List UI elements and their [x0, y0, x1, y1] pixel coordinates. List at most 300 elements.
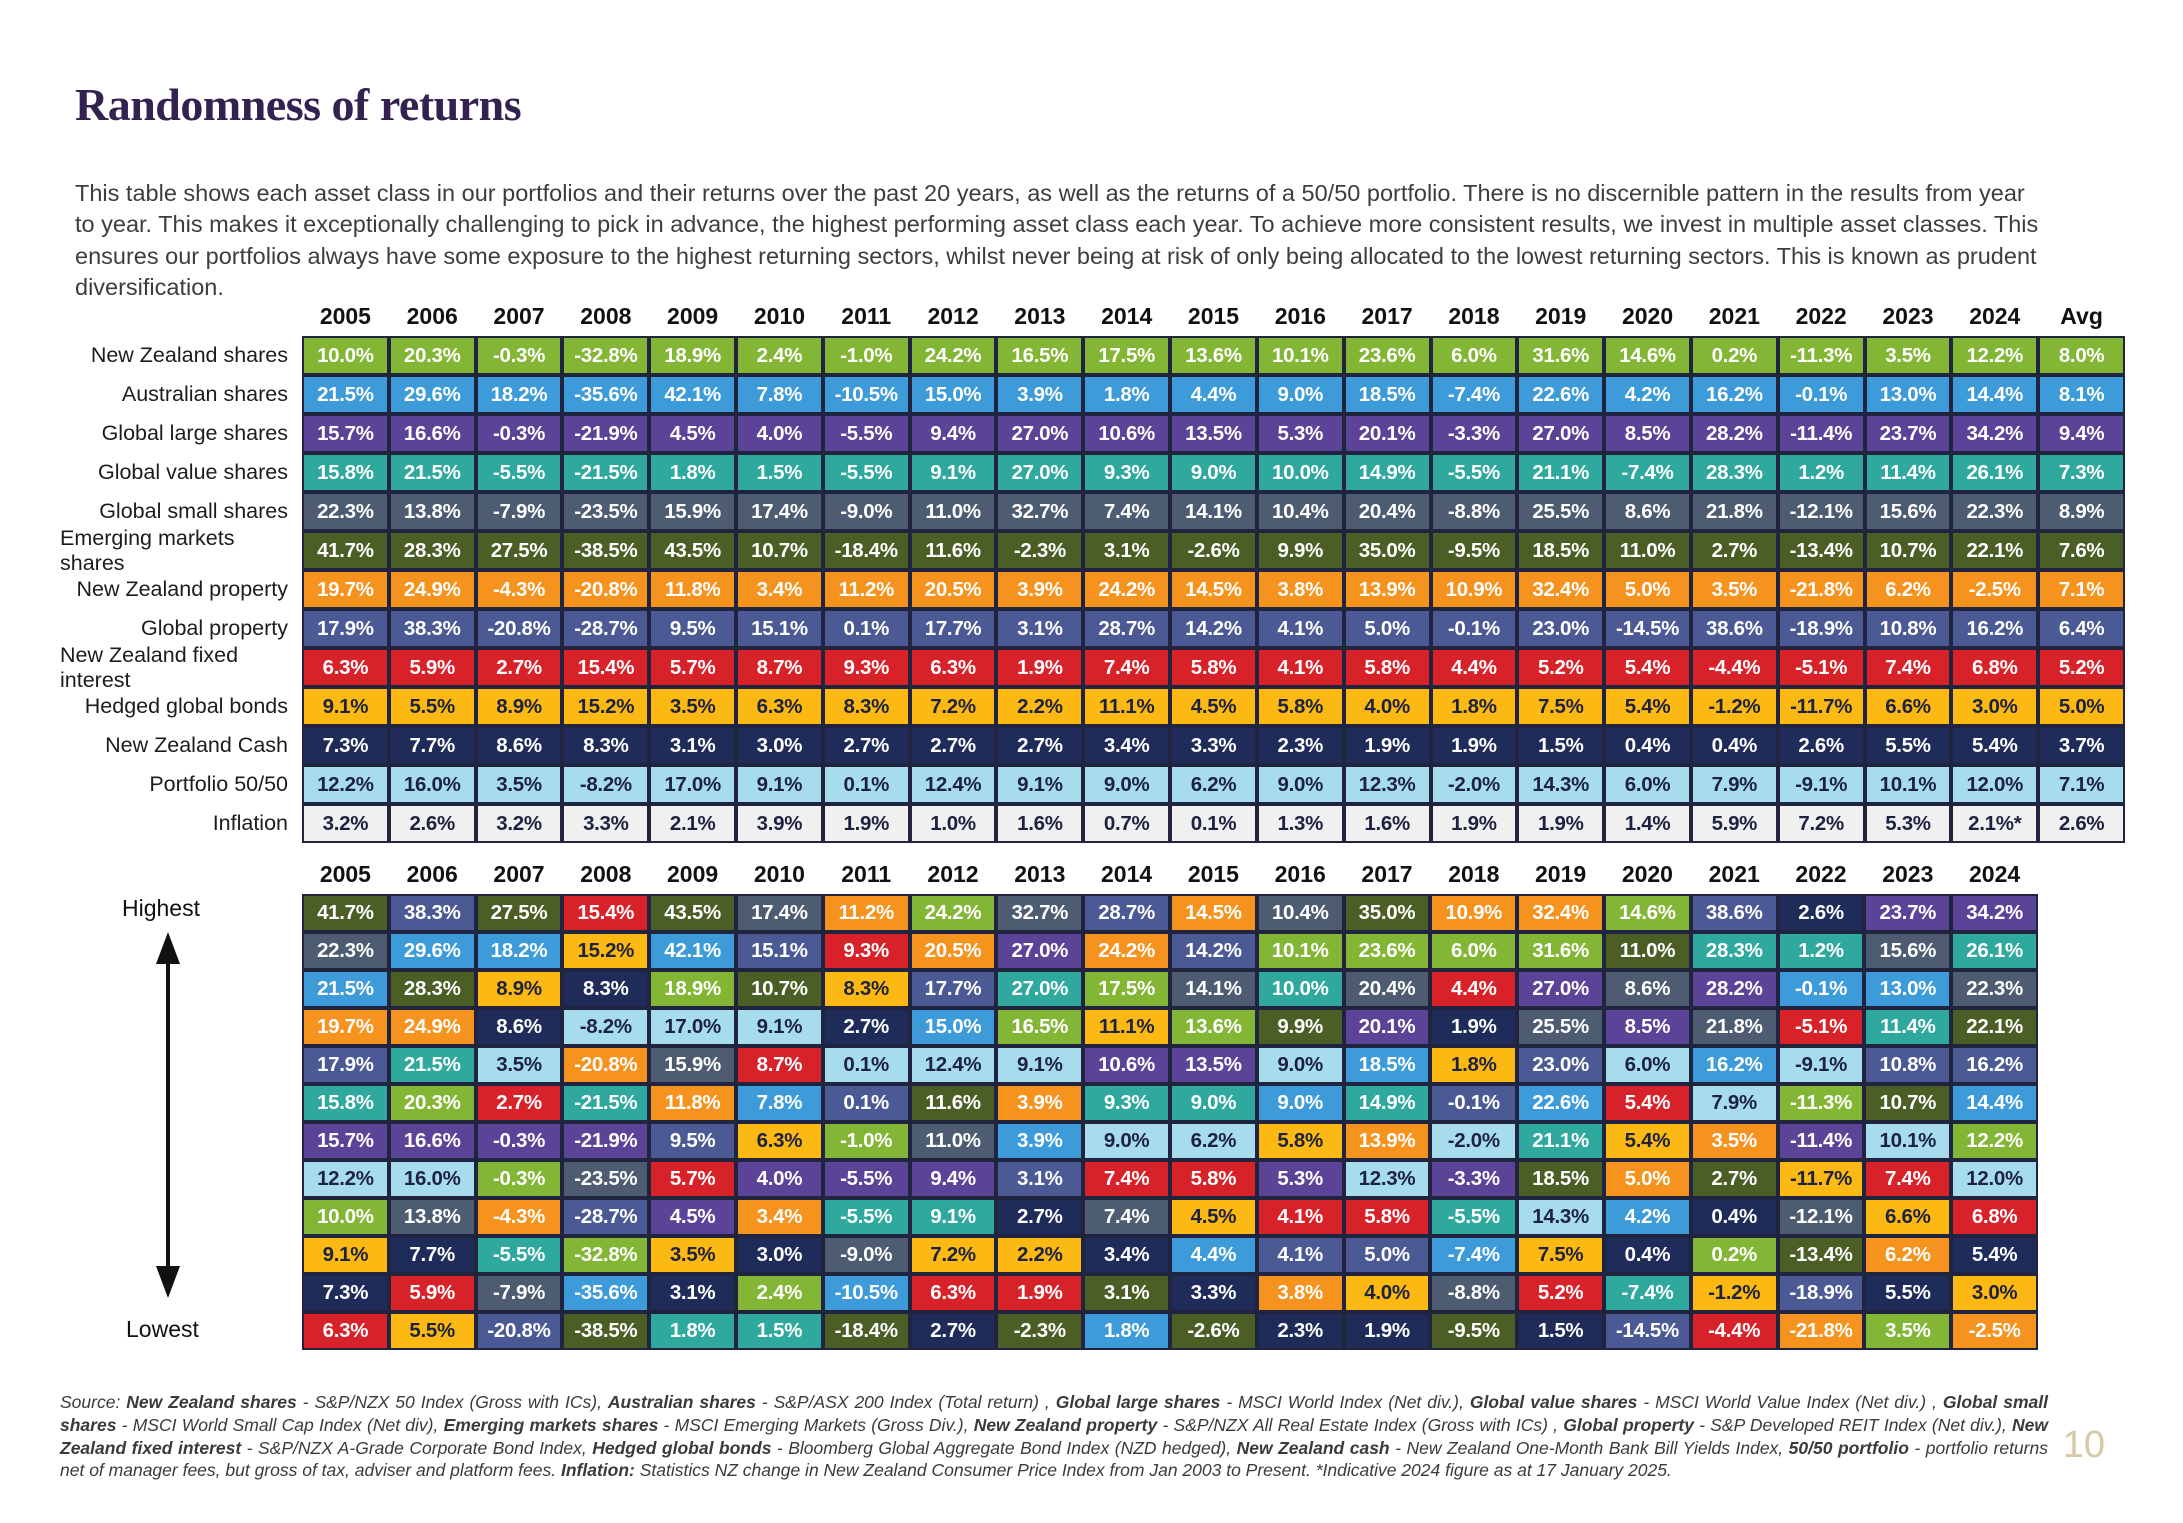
- return-cell: 5.8%: [1257, 687, 1344, 726]
- return-cell: 7.2%: [910, 687, 997, 726]
- ranked-cell: 5.5%: [1864, 1274, 1951, 1312]
- return-cell: 9.0%: [1170, 453, 1257, 492]
- return-cell: -21.5%: [562, 453, 649, 492]
- return-cell: 1.0%: [910, 804, 997, 843]
- return-cell: 4.4%: [1170, 375, 1257, 414]
- return-cell: -9.0%: [823, 492, 910, 531]
- return-cell: 3.2%: [302, 804, 389, 843]
- ranked-cell: -21.9%: [562, 1122, 649, 1160]
- ranked-cell: 10.9%: [1430, 894, 1517, 932]
- ranked-cell: -38.5%: [562, 1312, 649, 1350]
- ranked-cell: 8.7%: [736, 1046, 823, 1084]
- ranked-cell: 1.9%: [996, 1274, 1083, 1312]
- ranked-cell: 3.4%: [736, 1198, 823, 1236]
- ranked-cell: 6.0%: [1604, 1046, 1691, 1084]
- return-cell: 3.3%: [562, 804, 649, 843]
- ranked-cell: 0.4%: [1604, 1236, 1691, 1274]
- ranked-cell: 3.8%: [1257, 1274, 1344, 1312]
- ranked-cell: -13.4%: [1778, 1236, 1865, 1274]
- ranked-cell: -11.3%: [1778, 1084, 1865, 1122]
- return-cell: 16.2%: [1951, 609, 2038, 648]
- ranked-cell: -5.1%: [1778, 1008, 1865, 1046]
- return-cell: 1.9%: [823, 804, 910, 843]
- ranked-cell: 9.1%: [302, 1236, 389, 1274]
- return-cell: -0.3%: [476, 336, 563, 375]
- return-cell: 5.4%: [1604, 648, 1691, 687]
- ranked-cell: 12.2%: [302, 1160, 389, 1198]
- return-cell: 2.1%*: [1951, 804, 2038, 843]
- footnote-text: Statistics NZ change in New Zealand Consumer Price Index from Jan 2003 to Present. *Indicative 2024 figure as at 17 January 2025.: [634, 1460, 1672, 1481]
- year-header: 2011: [841, 303, 892, 329]
- ranked-cell: 10.7%: [736, 970, 823, 1008]
- footnote-text: - MSCI World Index (Net div.),: [1220, 1392, 1470, 1412]
- return-cell: 9.3%: [823, 648, 910, 687]
- return-cell: 15.8%: [302, 453, 389, 492]
- ranked-cell: 27.0%: [1517, 970, 1604, 1008]
- ranked-cell: 9.0%: [1170, 1084, 1257, 1122]
- return-cell: 3.0%: [736, 726, 823, 765]
- return-cell: 7.2%: [1778, 804, 1865, 843]
- return-cell: 22.3%: [302, 492, 389, 531]
- ranked-cell: 7.2%: [910, 1236, 997, 1274]
- return-cell: 12.2%: [1951, 336, 2038, 375]
- ranked-cell: -10.5%: [823, 1274, 910, 1312]
- return-cell: 4.0%: [736, 414, 823, 453]
- ranked-cell: 15.1%: [736, 932, 823, 970]
- return-cell: -20.8%: [562, 570, 649, 609]
- ranked-cell: -9.0%: [823, 1236, 910, 1274]
- ranked-cell: 5.4%: [1604, 1122, 1691, 1160]
- ranked-cell: -4.3%: [476, 1198, 563, 1236]
- ranked-cell: 7.4%: [1083, 1198, 1170, 1236]
- ranked-cell: 5.5%: [389, 1312, 476, 1350]
- return-cell: 7.1%: [2038, 765, 2125, 804]
- ranked-cell: 11.6%: [910, 1084, 997, 1122]
- ranked-cell: 0.4%: [1691, 1198, 1778, 1236]
- return-cell: 9.3%: [1083, 453, 1170, 492]
- return-cell: 14.5%: [1170, 570, 1257, 609]
- ranked-cell: 7.3%: [302, 1274, 389, 1312]
- return-cell: 6.3%: [302, 648, 389, 687]
- footnote-text: - S&P/NZX All Real Estate Index (Gross with ICs) ,: [1157, 1414, 1564, 1435]
- return-cell: 5.2%: [1517, 648, 1604, 687]
- return-cell: 13.8%: [389, 492, 476, 531]
- ranked-cell: 5.8%: [1257, 1122, 1344, 1160]
- return-cell: 3.4%: [736, 570, 823, 609]
- asset-row-label: Portfolio 50/50: [149, 772, 288, 796]
- footnote-text: - MSCI Emerging Markets (Gross Div.),: [658, 1414, 974, 1435]
- return-cell: 5.0%: [1604, 570, 1691, 609]
- return-cell: 11.8%: [649, 570, 736, 609]
- return-cell: 9.1%: [736, 765, 823, 804]
- return-cell: 2.7%: [823, 726, 910, 765]
- year-header: 2010: [753, 303, 806, 329]
- footnote-text: - Bloomberg Global Aggregate Bond Index (NZD hedged),: [771, 1437, 1237, 1458]
- return-cell: 8.9%: [2038, 492, 2125, 531]
- return-cell: 13.6%: [1170, 336, 1257, 375]
- return-cell: 2.4%: [736, 336, 823, 375]
- return-cell: 15.1%: [736, 609, 823, 648]
- return-cell: -11.4%: [1778, 414, 1865, 453]
- return-cell: -4.4%: [1691, 648, 1778, 687]
- return-cell: 3.9%: [996, 570, 1083, 609]
- return-cell: 17.7%: [910, 609, 997, 648]
- return-cell: 10.7%: [1865, 531, 1952, 570]
- year-header: 2021: [1708, 861, 1760, 887]
- footnote-asset-name: Emerging markets shares: [443, 1414, 659, 1435]
- ranked-cell: 11.2%: [823, 894, 910, 932]
- year-header: 2022: [1795, 303, 1847, 329]
- return-cell: 6.4%: [2038, 609, 2125, 648]
- ranked-cell: 8.6%: [476, 1008, 563, 1046]
- ranked-cell: 1.5%: [1517, 1312, 1604, 1350]
- asset-row-label: New Zealand property: [76, 577, 288, 601]
- ranked-cell: 16.0%: [389, 1160, 476, 1198]
- highest-label: Highest: [122, 895, 200, 921]
- ranked-cell: 1.9%: [1430, 1008, 1517, 1046]
- return-cell: 2.2%: [996, 687, 1083, 726]
- ranked-cell: 3.4%: [1083, 1236, 1170, 1274]
- ranked-cell: 38.3%: [389, 894, 476, 932]
- year-header: 2022: [1795, 861, 1847, 887]
- ranked-cell: 9.0%: [1083, 1122, 1170, 1160]
- return-cell: 2.7%: [910, 726, 997, 765]
- return-cell: 14.3%: [1517, 765, 1604, 804]
- ranked-cell: -7.4%: [1604, 1274, 1691, 1312]
- ranked-cell: 5.8%: [1344, 1198, 1431, 1236]
- year-header: 2009: [667, 861, 719, 887]
- return-cell: 2.7%: [1691, 531, 1778, 570]
- return-cell: 6.2%: [1170, 765, 1257, 804]
- ranked-cell: 43.5%: [649, 894, 736, 932]
- ranked-cell: 22.6%: [1517, 1084, 1604, 1122]
- returns-by-asset-table: [60, 297, 2125, 843]
- ranked-cell: 8.6%: [1604, 970, 1691, 1008]
- return-cell: 10.7%: [736, 531, 823, 570]
- ranked-cell: 0.1%: [823, 1046, 910, 1084]
- year-header: 2008: [580, 861, 632, 887]
- return-cell: 0.1%: [1170, 804, 1257, 843]
- ranked-cell: 5.3%: [1257, 1160, 1344, 1198]
- return-cell: 28.2%: [1691, 414, 1778, 453]
- return-cell: -21.8%: [1778, 570, 1865, 609]
- ranked-cell: 13.6%: [1170, 1008, 1257, 1046]
- return-cell: 9.9%: [1257, 531, 1344, 570]
- ranked-cell: 12.2%: [1951, 1122, 2038, 1160]
- return-cell: 2.6%: [2038, 804, 2125, 843]
- return-cell: -14.5%: [1604, 609, 1691, 648]
- ranked-cell: 4.5%: [649, 1198, 736, 1236]
- ranked-cell: 12.3%: [1344, 1160, 1431, 1198]
- ranked-cell: 23.0%: [1517, 1046, 1604, 1084]
- return-cell: -1.0%: [823, 336, 910, 375]
- year-header: 2016: [1274, 303, 1326, 329]
- footnote-asset-name: Global large shares: [1055, 1392, 1221, 1412]
- ranked-cell: 9.1%: [910, 1198, 997, 1236]
- year-header: 2019: [1535, 861, 1587, 887]
- ranked-cell: 5.0%: [1344, 1236, 1431, 1274]
- return-cell: 21.1%: [1517, 453, 1604, 492]
- ranked-cell: 17.5%: [1083, 970, 1170, 1008]
- ranked-cell: 3.3%: [1170, 1274, 1257, 1312]
- footnote-asset-name: New Zealand fixed interest: [60, 1414, 2049, 1458]
- return-cell: 28.3%: [389, 531, 476, 570]
- return-cell: 16.5%: [996, 336, 1083, 375]
- return-cell: 32.7%: [996, 492, 1083, 531]
- return-cell: 11.1%: [1083, 687, 1170, 726]
- return-cell: 3.4%: [1083, 726, 1170, 765]
- return-cell: 11.4%: [1865, 453, 1952, 492]
- range-arrow-icon: [150, 930, 186, 1300]
- ranked-cell: 34.2%: [1951, 894, 2038, 932]
- return-cell: 20.3%: [389, 336, 476, 375]
- return-cell: 23.0%: [1517, 609, 1604, 648]
- return-cell: 34.2%: [1951, 414, 2038, 453]
- year-header: 2015: [1187, 861, 1239, 887]
- return-cell: 4.0%: [1344, 687, 1431, 726]
- return-cell: 38.3%: [389, 609, 476, 648]
- ranked-cell: 7.4%: [1083, 1160, 1170, 1198]
- year-header: 2020: [1621, 861, 1673, 887]
- ranked-cell: 13.5%: [1170, 1046, 1257, 1084]
- return-cell: 6.2%: [1865, 570, 1952, 609]
- year-header: 2023: [1882, 861, 1934, 887]
- return-cell: 1.9%: [996, 648, 1083, 687]
- return-cell: 3.5%: [476, 765, 563, 804]
- return-cell: 1.9%: [1431, 804, 1518, 843]
- return-cell: 8.7%: [736, 648, 823, 687]
- return-cell: 9.1%: [910, 453, 997, 492]
- return-cell: 2.3%: [1257, 726, 1344, 765]
- return-cell: 4.4%: [1431, 648, 1518, 687]
- return-cell: -10.5%: [823, 375, 910, 414]
- return-cell: -11.7%: [1778, 687, 1865, 726]
- ranked-cell: 2.2%: [996, 1236, 1083, 1274]
- ranked-cell: 3.0%: [1951, 1274, 2038, 1312]
- return-cell: 1.5%: [1517, 726, 1604, 765]
- asset-row-label: Inflation: [212, 811, 288, 835]
- ranked-cell: 11.8%: [649, 1084, 736, 1122]
- ranked-cell: 22.3%: [1951, 970, 2038, 1008]
- ranked-cell: 5.8%: [1170, 1160, 1257, 1198]
- ranked-cell: -2.3%: [996, 1312, 1083, 1350]
- return-cell: 9.5%: [649, 609, 736, 648]
- return-cell: 27.5%: [476, 531, 563, 570]
- ranked-cell: 24.2%: [910, 894, 997, 932]
- ranked-cell: 3.9%: [996, 1122, 1083, 1160]
- return-cell: 0.2%: [1691, 336, 1778, 375]
- return-cell: 10.1%: [1865, 765, 1952, 804]
- return-cell: 14.1%: [1170, 492, 1257, 531]
- return-cell: 14.2%: [1170, 609, 1257, 648]
- ranked-cell: 5.7%: [649, 1160, 736, 1198]
- return-cell: 27.0%: [1517, 414, 1604, 453]
- return-cell: 2.1%: [649, 804, 736, 843]
- year-header: 2007: [493, 303, 545, 329]
- ranked-cell: 3.1%: [996, 1160, 1083, 1198]
- return-cell: 9.0%: [1257, 765, 1344, 804]
- ranked-cell: 26.1%: [1951, 932, 2038, 970]
- year-header: 2006: [406, 861, 458, 887]
- return-cell: 14.9%: [1344, 453, 1431, 492]
- footnote-asset-name: New Zealand property: [973, 1414, 1158, 1435]
- ranked-cell: 21.1%: [1517, 1122, 1604, 1160]
- year-header: 2006: [406, 303, 458, 329]
- ranked-cell: 15.0%: [910, 1008, 997, 1046]
- ranked-cell: 14.9%: [1344, 1084, 1431, 1122]
- return-cell: 11.0%: [1604, 531, 1691, 570]
- ranked-cell: -8.2%: [562, 1008, 649, 1046]
- year-header: 2016: [1274, 861, 1326, 887]
- ranked-cell: 1.9%: [1344, 1312, 1431, 1350]
- year-header: 2017: [1361, 861, 1413, 887]
- return-cell: -0.1%: [1778, 375, 1865, 414]
- ranked-cell: 9.5%: [649, 1122, 736, 1160]
- return-cell: 6.0%: [1604, 765, 1691, 804]
- return-cell: 3.8%: [1257, 570, 1344, 609]
- ranked-cell: 9.0%: [1257, 1046, 1344, 1084]
- footnote-asset-name: 50/50 portfolio: [1788, 1437, 1909, 1458]
- ranked-cell: -20.8%: [476, 1312, 563, 1350]
- ranked-cell: 9.3%: [823, 932, 910, 970]
- return-cell: 5.8%: [1344, 648, 1431, 687]
- ranked-cell: 16.2%: [1951, 1046, 2038, 1084]
- year-header: 2014: [1101, 303, 1153, 329]
- footnote-text: - New Zealand One-Month Bank Bill Yields Index,: [1389, 1437, 1789, 1458]
- return-cell: 11.6%: [910, 531, 997, 570]
- return-cell: 0.7%: [1083, 804, 1170, 843]
- return-cell: 43.5%: [649, 531, 736, 570]
- ranked-cell: 8.3%: [823, 970, 910, 1008]
- ranked-cell: -4.4%: [1691, 1312, 1778, 1350]
- ranked-cell: -1.0%: [823, 1122, 910, 1160]
- return-cell: 8.9%: [476, 687, 563, 726]
- ranked-cell: 20.3%: [389, 1084, 476, 1122]
- asset-row-label: Global small shares: [99, 499, 288, 523]
- ranked-cell: 28.2%: [1691, 970, 1778, 1008]
- return-cell: 7.8%: [736, 375, 823, 414]
- return-cell: 20.4%: [1344, 492, 1431, 531]
- return-cell: 8.3%: [562, 726, 649, 765]
- return-cell: 10.0%: [1257, 453, 1344, 492]
- return-cell: 8.6%: [476, 726, 563, 765]
- return-cell: 16.6%: [389, 414, 476, 453]
- return-cell: 18.9%: [649, 336, 736, 375]
- return-cell: 8.0%: [2038, 336, 2125, 375]
- asset-row-label: Emerging markets shares: [60, 525, 235, 575]
- return-cell: 5.0%: [1344, 609, 1431, 648]
- ranked-cell: -2.0%: [1430, 1122, 1517, 1160]
- ranked-cell: 13.8%: [389, 1198, 476, 1236]
- ranked-cell: 13.9%: [1344, 1122, 1431, 1160]
- ranked-cell: 9.0%: [1257, 1084, 1344, 1122]
- ranked-cell: 5.0%: [1604, 1160, 1691, 1198]
- ranked-cell: 20.4%: [1344, 970, 1431, 1008]
- return-cell: 8.6%: [1604, 492, 1691, 531]
- ranked-cell: 1.8%: [1083, 1312, 1170, 1350]
- return-cell: 4.2%: [1604, 375, 1691, 414]
- return-cell: 24.2%: [910, 336, 997, 375]
- return-cell: 17.0%: [649, 765, 736, 804]
- ranked-cell: 10.0%: [302, 1198, 389, 1236]
- ranked-cell: 28.3%: [389, 970, 476, 1008]
- page-number: 10: [2062, 1424, 2105, 1466]
- ranked-cell: -0.1%: [1778, 970, 1865, 1008]
- ranked-cell: 3.5%: [1864, 1312, 1951, 1350]
- return-cell: 7.4%: [1865, 648, 1952, 687]
- return-cell: 17.9%: [302, 609, 389, 648]
- return-cell: 13.0%: [1865, 375, 1952, 414]
- return-cell: 15.6%: [1865, 492, 1952, 531]
- ranked-cell: 6.8%: [1951, 1198, 2038, 1236]
- ranked-cell: 0.2%: [1691, 1236, 1778, 1274]
- return-cell: 19.7%: [302, 570, 389, 609]
- return-cell: 15.7%: [302, 414, 389, 453]
- ranked-cell: 11.0%: [910, 1122, 997, 1160]
- ranked-cell: 7.7%: [389, 1236, 476, 1274]
- return-cell: 5.7%: [649, 648, 736, 687]
- ranked-cell: 6.0%: [1430, 932, 1517, 970]
- ranked-cell: -2.5%: [1951, 1312, 2038, 1350]
- return-cell: 3.5%: [649, 687, 736, 726]
- return-cell: 13.9%: [1344, 570, 1431, 609]
- ranked-cell: 6.2%: [1170, 1122, 1257, 1160]
- ranked-cell: -11.7%: [1778, 1160, 1865, 1198]
- ranked-cell: 14.2%: [1170, 932, 1257, 970]
- return-cell: 18.5%: [1344, 375, 1431, 414]
- ranked-cell: 4.4%: [1430, 970, 1517, 1008]
- intro-paragraph: This table shows each asset class in our portfolios and their returns over the past 20 years, as well as the returns of a 50/50 portfolio. There is no discernible pattern in the results from year to year. This makes it exceptionally challenging to pick in advance, the highest performing asset class each year. To achieve more consistent results, we invest in multiple asset classes. This ensures our portfolios always have some exposure to the highest returning sectors, whilst never being at risk of only being allocated to the lowest returning sectors. This is known as prudent diversification.: [75, 180, 2039, 300]
- ranked-cell: 14.5%: [1170, 894, 1257, 932]
- return-cell: 10.1%: [1257, 336, 1344, 375]
- return-cell: 9.1%: [302, 687, 389, 726]
- ranked-cell: 8.9%: [476, 970, 563, 1008]
- ranked-cell: 8.3%: [562, 970, 649, 1008]
- ranked-cell: 9.1%: [996, 1046, 1083, 1084]
- ranked-cell: 31.6%: [1517, 932, 1604, 970]
- return-cell: -7.4%: [1431, 375, 1518, 414]
- return-cell: 1.8%: [1083, 375, 1170, 414]
- ranked-cell: -21.8%: [1778, 1312, 1865, 1350]
- ranked-cell: 11.1%: [1083, 1008, 1170, 1046]
- ranked-cell: 4.2%: [1604, 1198, 1691, 1236]
- year-header: 2013: [1014, 303, 1066, 329]
- ranked-cell: 18.2%: [476, 932, 563, 970]
- return-cell: 22.6%: [1517, 375, 1604, 414]
- ranked-cell: 15.9%: [649, 1046, 736, 1084]
- ranked-cell: 24.2%: [1083, 932, 1170, 970]
- ranked-cell: -32.8%: [562, 1236, 649, 1274]
- return-cell: 20.1%: [1344, 414, 1431, 453]
- ranked-cell: -11.4%: [1778, 1122, 1865, 1160]
- ranked-cell: 27.0%: [996, 970, 1083, 1008]
- ranked-cell: 17.0%: [649, 1008, 736, 1046]
- return-cell: 5.4%: [1951, 726, 2038, 765]
- ranked-cell: 2.3%: [1257, 1312, 1344, 1350]
- ranked-cell: 22.1%: [1951, 1008, 2038, 1046]
- return-cell: 1.5%: [736, 453, 823, 492]
- ranked-cell: -21.5%: [562, 1084, 649, 1122]
- return-cell: -3.3%: [1431, 414, 1518, 453]
- return-cell: 35.0%: [1344, 531, 1431, 570]
- return-cell: 7.1%: [2038, 570, 2125, 609]
- return-cell: 13.5%: [1170, 414, 1257, 453]
- return-cell: 21.8%: [1691, 492, 1778, 531]
- ranked-cell: 3.5%: [1691, 1122, 1778, 1160]
- ranked-cell: 18.5%: [1344, 1046, 1431, 1084]
- ranked-cell: 5.4%: [1604, 1084, 1691, 1122]
- return-cell: -32.8%: [562, 336, 649, 375]
